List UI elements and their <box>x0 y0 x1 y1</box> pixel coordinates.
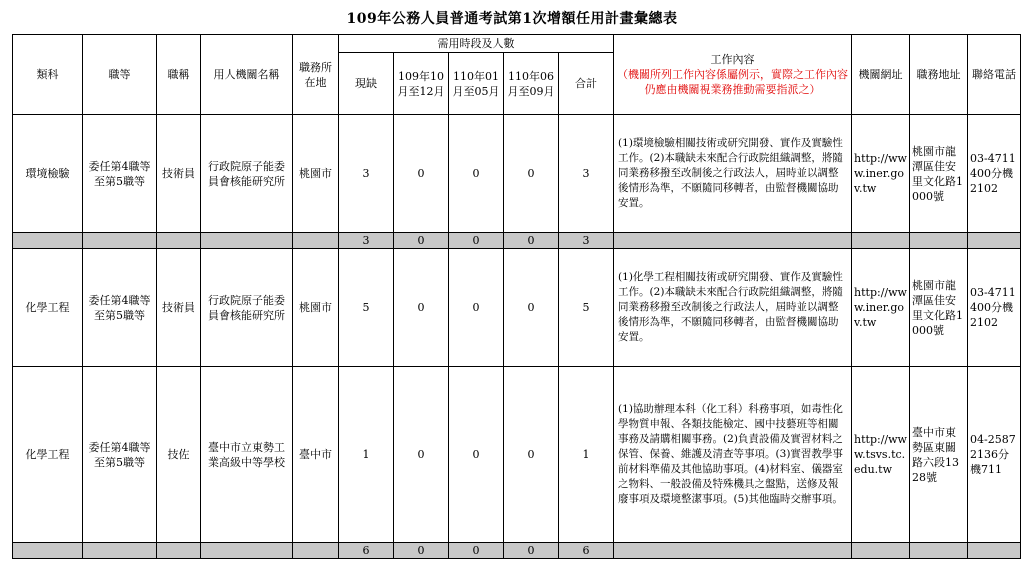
header-website: 機關網址 <box>852 35 910 115</box>
header-vacancy: 現缺 <box>339 53 394 115</box>
cell-job-title: 技術員 <box>157 249 201 367</box>
cell-agency: 臺中市立東勢工業高級中等學校 <box>201 367 293 543</box>
cell-website: http://www.iner.gov.tw <box>852 115 910 233</box>
cell-rank: 委任第4職等至第5職等 <box>83 115 157 233</box>
header-job-title: 職稱 <box>157 35 201 115</box>
cell-period1: 0 <box>394 367 449 543</box>
header-work-note: （機關所列工作內容係屬例示，實際之工作內容仍應由機關視業務推動需要指派之） <box>617 68 849 96</box>
header-address: 職務地址 <box>910 35 968 115</box>
table-row <box>13 249 1021 367</box>
cell-period3: 0 <box>504 367 559 543</box>
cell-work: (1)環境檢驗相關技術或研究開發、實作及實驗性工作。(2)本職缺未來配合行政院組織調整，將隨同業務移撥至改制後之行政法人，屆時並以調整後情形為準，不願隨同移轉者，由監督機關協助安置。 <box>614 115 852 233</box>
cell-website: http://www.tsvs.tc.edu.tw <box>852 367 910 543</box>
header-period3: 110年06月至09月 <box>504 53 559 115</box>
subtotal-row <box>13 543 1021 559</box>
header-period1: 109年10月至12月 <box>394 53 449 115</box>
cell-address: 臺中市東勢區東關路六段1328號 <box>910 367 968 543</box>
cell-vacancy: 5 <box>339 249 394 367</box>
cell-category: 環境檢驗 <box>13 115 83 233</box>
cell-period2: 0 <box>449 367 504 543</box>
cell-agency: 行政院原子能委員會核能研究所 <box>201 249 293 367</box>
header-period2: 110年01月至05月 <box>449 53 504 115</box>
header-row-top <box>13 35 1021 53</box>
header-total: 合計 <box>559 53 614 115</box>
cell-job-title: 技術員 <box>157 115 201 233</box>
cell-location: 桃園市 <box>293 115 339 233</box>
header-agency: 用人機關名稱 <box>201 35 293 115</box>
cell-address: 桃園市龍潭區佳安里文化路1000號 <box>910 115 968 233</box>
cell-period1: 0 <box>394 115 449 233</box>
subtotal-period2: 0 <box>449 233 504 249</box>
subtotal-total: 3 <box>559 233 614 249</box>
subtotal-period1: 0 <box>394 233 449 249</box>
subtotal-vacancy: 6 <box>339 543 394 559</box>
cell-category: 化學工程 <box>13 249 83 367</box>
header-rank: 職等 <box>83 35 157 115</box>
table-row <box>13 367 1021 543</box>
cell-period3: 0 <box>504 249 559 367</box>
cell-category: 化學工程 <box>13 367 83 543</box>
cell-rank: 委任第4職等至第5職等 <box>83 367 157 543</box>
subtotal-period1: 0 <box>394 543 449 559</box>
cell-vacancy: 1 <box>339 367 394 543</box>
header-work <box>614 35 852 115</box>
cell-total: 1 <box>559 367 614 543</box>
cell-address: 桃園市龍潭區佳安里文化路1000號 <box>910 249 968 367</box>
subtotal-total: 6 <box>559 543 614 559</box>
page-title: 109年公務人員普通考試第1次增額任用計畫彙總表 <box>346 11 678 27</box>
cell-phone: 03-4711400分機2102 <box>968 115 1021 233</box>
cell-website: http://www.iner.gov.tw <box>852 249 910 367</box>
cell-job-title: 技佐 <box>157 367 201 543</box>
table-row <box>13 115 1021 233</box>
cell-period2: 0 <box>449 249 504 367</box>
header-demand-group: 需用時段及人數 <box>339 35 614 53</box>
cell-location: 桃園市 <box>293 249 339 367</box>
cell-phone: 03-4711400分機2102 <box>968 249 1021 367</box>
header-work-title: 工作內容 <box>710 53 755 66</box>
header-phone: 聯絡電話 <box>968 35 1021 115</box>
subtotal-period3: 0 <box>504 543 559 559</box>
cell-phone: 04-25872136分機711 <box>968 367 1021 543</box>
subtotal-row <box>13 233 1021 249</box>
cell-work: (1)化學工程相關技術或研究開發、實作及實驗性工作。(2)本職缺未來配合行政院組織調整，將隨同業務移撥至改制後之行政法人，屆時並以調整後情形為準，不願隨同移轉者，由監督機關協助安置。 <box>614 249 852 367</box>
subtotal-vacancy: 3 <box>339 233 394 249</box>
header-location: 職務所在地 <box>293 35 339 115</box>
cell-total: 5 <box>559 249 614 367</box>
cell-rank: 委任第4職等至第5職等 <box>83 249 157 367</box>
subtotal-period3: 0 <box>504 233 559 249</box>
recruitment-table <box>12 34 1021 559</box>
cell-period3: 0 <box>504 115 559 233</box>
cell-location: 臺中市 <box>293 367 339 543</box>
cell-period2: 0 <box>449 115 504 233</box>
cell-period1: 0 <box>394 249 449 367</box>
cell-total: 3 <box>559 115 614 233</box>
header-category: 類科 <box>13 35 83 115</box>
subtotal-period2: 0 <box>449 543 504 559</box>
cell-agency: 行政院原子能委員會核能研究所 <box>201 115 293 233</box>
cell-work: (1)協助辦理本科（化工科）科務事項，如毒性化學物質申報、各類技能檢定、國中技藝班等相關事務及請購相關事務。(2)負責設備及實習材料之保管、保養、維護及清查等事項。(3)實習教學事前材料準備及其他協助事項。(4)材料室、儀器室之物料、一般設備及特殊機具之盤點，送修及報廢事項及環境整潔事項。(5)其他臨時交辦事項。 <box>614 367 852 543</box>
cell-vacancy: 3 <box>339 115 394 233</box>
